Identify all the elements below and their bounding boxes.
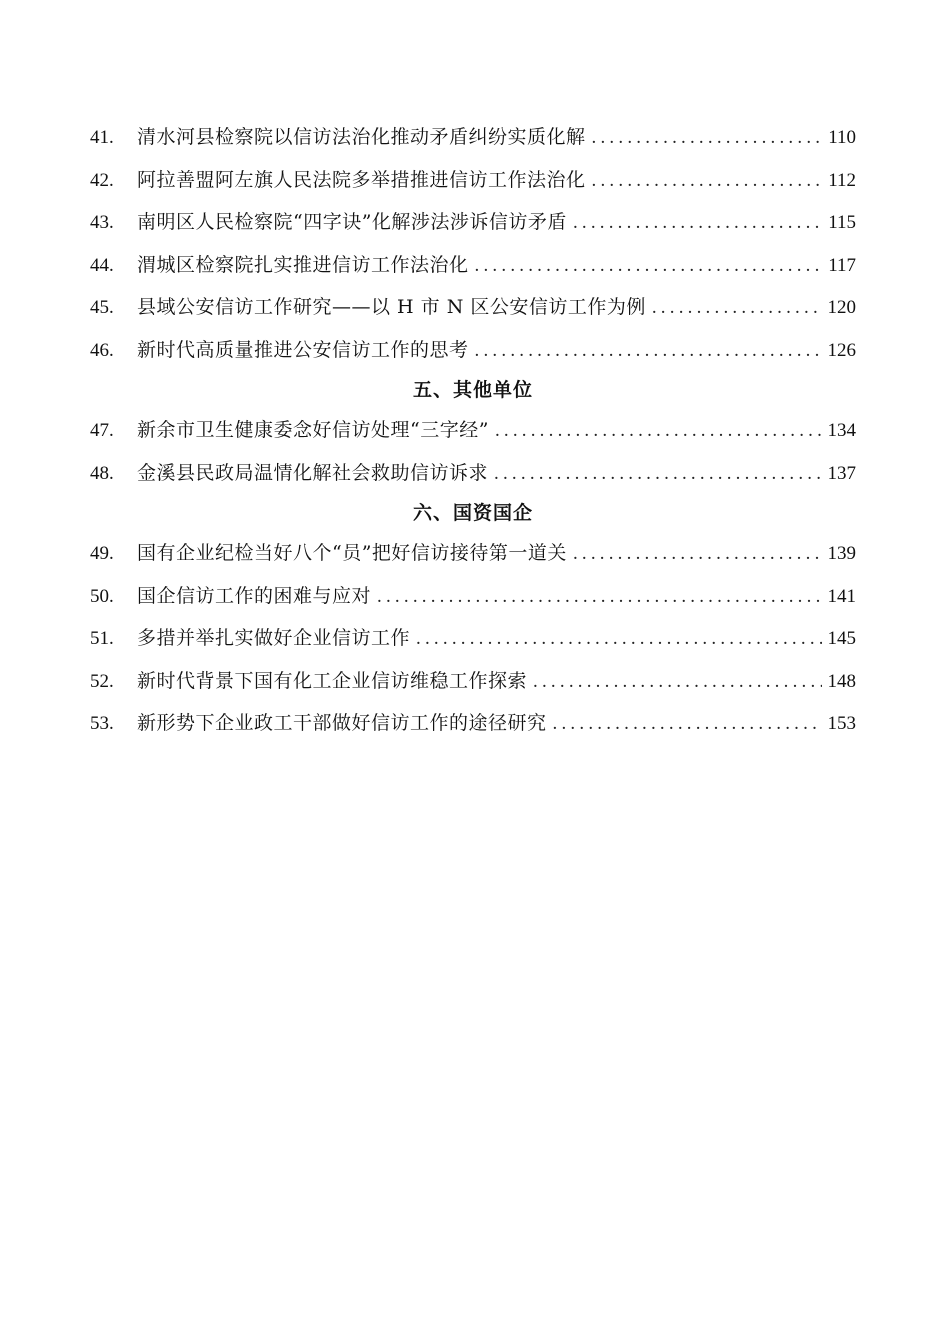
dot-leader [494,453,821,496]
entry-title: 多措并举扎实做好企业信访工作 [137,627,411,649]
toc-entry-47[interactable] [90,409,856,452]
toc-entry-43[interactable] [90,201,856,244]
dot-leader [652,287,822,330]
dot-leader [573,533,822,576]
entry-title: 渭城区检察院扎实推进信访工作法治化 [137,253,469,276]
toc-entry-53[interactable] [90,702,856,745]
entry-title: 新形势下企业政工干部做好信访工作的途径研究 [137,712,547,734]
dot-leader [592,160,823,203]
toc-entry-42[interactable] [90,159,856,202]
entry-title: 国企信访工作的困难与应对 [137,584,372,607]
entry-title: 县域公安信访工作研究——以 H 市 N 区公安信访工作为例 [137,296,646,318]
entry-title: 新余市卫生健康委念好信访处理“三字经” [137,419,489,441]
entry-number: 46. [90,339,114,361]
entry-page-number: 145 [827,628,856,649]
section-heading-other-units: 五、其他单位 [412,379,533,401]
entry-number: 45. [90,297,114,318]
toc-entry-45[interactable] [90,286,856,329]
entry-number: 49. [90,543,114,564]
entry-title: 新时代高质量推进公安信访工作的思考 [137,338,469,361]
toc-entry-46[interactable] [90,329,856,372]
entry-number: 43. [90,212,114,233]
entry-number: 44. [90,254,114,276]
entry-page-number: 141 [827,585,856,607]
toc-entry-48[interactable] [90,452,856,495]
toc-entry-44[interactable] [90,244,856,287]
entry-number: 53. [90,713,114,734]
entry-number: 50. [90,585,114,607]
entry-page-number: 139 [827,543,856,564]
entry-number: 51. [90,628,114,649]
entry-page-number: 126 [827,339,856,361]
entry-page-number: 137 [827,462,856,484]
dot-leader [475,330,822,373]
entry-title: 阿拉善盟阿左旗人民法院多举措推进信访工作法治化 [137,168,586,191]
entry-page-number: 120 [827,297,856,318]
entry-title: 新时代背景下国有化工企业信访维稳工作探索 [137,669,528,692]
entry-number: 47. [90,420,114,441]
dot-leader [533,661,821,704]
entry-page-number: 115 [828,212,856,233]
entry-page-number: 112 [828,169,856,191]
entry-title: 金溪县民政局温情化解社会救助信访诉求 [137,461,489,484]
entry-number: 52. [90,670,114,692]
entry-title: 清水河县检察院以信访法治化推动矛盾纠纷实质化解 [137,126,586,148]
entry-number: 41. [90,127,114,148]
entry-number: 48. [90,462,114,484]
entry-title: 国有企业纪检当好八个“员”把好信访接待第一道关 [137,542,567,564]
dot-leader [416,618,821,661]
toc-entry-41[interactable] [90,116,856,159]
entry-page-number: 134 [827,420,856,441]
dot-leader [475,245,823,288]
entry-page-number: 110 [828,127,856,148]
entry-page-number: 148 [827,670,856,692]
toc-entry-52[interactable] [90,660,856,703]
toc-entry-50[interactable] [90,575,856,618]
section-heading-state-enterprises: 六、国资国企 [412,502,533,524]
entry-title: 南明区人民检察院“四字诀”化解涉法涉诉信访矛盾 [137,211,567,233]
dot-leader [495,410,822,453]
toc-entry-51[interactable] [90,617,856,660]
dot-leader [377,576,821,619]
entry-page-number: 117 [828,254,856,276]
dot-leader [573,202,822,245]
dot-leader [592,117,823,160]
entry-page-number: 153 [827,713,856,734]
table-of-contents [90,116,856,745]
dot-leader [553,703,822,746]
toc-entry-49[interactable] [90,532,856,575]
entry-number: 42. [90,169,114,191]
